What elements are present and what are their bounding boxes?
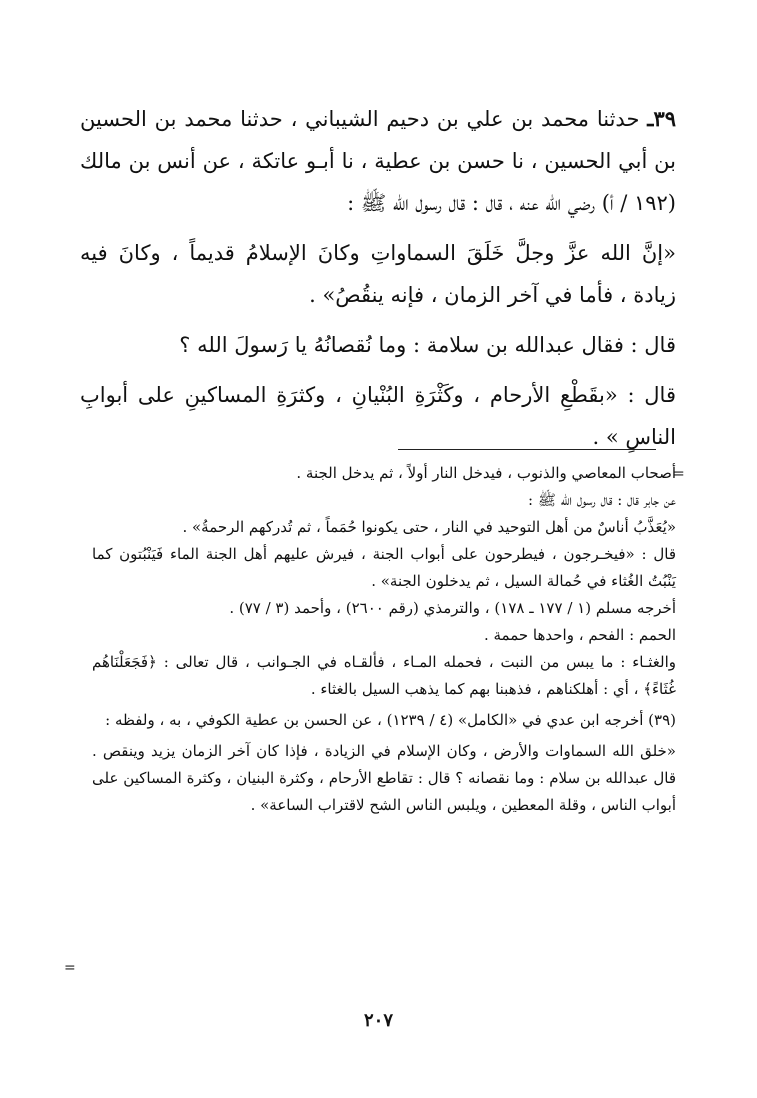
hadith-isnad-paragraph (80, 98, 676, 224)
footnotes-block (92, 460, 676, 819)
footnote-separator (398, 449, 656, 450)
footnote-line: والغثـاء : ما يبس من النبت ، فحمله المـاء ، فألقـاه في الجـوانب ، قال تعالى : ﴿فَجَعَلْنَاهُم غُثَاءً﴾ ، أي : أهلكناهم ، فذهبنا بهم كما يذهب السيل بالغثاء . (92, 653, 676, 698)
footnote-line: أصحاب المعاصي والذنوب ، فيدخل النار أولاً ، ثم يدخل الجنة . (296, 464, 676, 482)
footnote-line: قال : «فيخـرجون ، فيطرحون على أبواب الجنة ، فيرش عليهم أهل الجنة الماء فَيَنْبُتون كما يَنْبُتُ الغُثاء في حُمالة السيل ، ثم يدخلون الجنة» . (92, 545, 676, 590)
footnote-39-text: «خلق الله السماوات والأرض ، وكان الإسلام في الزيادة ، فإذا كان آخر الزمان يزيد وينقص . قال عبدالله بن سلام : وما نقصانه ؟ قال : تقاطع الأرحام ، وكثرة البنيان ، وكثرة المساكين على أبواب الناس ، وقلة المعطين ، ويلبس الناس الشح لاقتراب الساعة» . (92, 742, 676, 814)
footnote-line: «يُعَذَّبُ أناسٌ من أهل التوحيد في النار ، حتى يكونوا حُمَماً ، ثم تُدركهم الرحمةُ» . (182, 518, 676, 536)
hadith-matn-1: «إنَّ الله عزَّ وجلَّ خَلَقَ السماواتِ وكانَ الإسلامُ قديماً ، وكانَ فيه زيادة ، فأما في آخر الزمان ، فإنه ينقُصُ» . (80, 241, 676, 307)
hadith-isnad: حدثنا محمد بن علي بن دحيم الشيباني ، حدثنا محمد بن الحسين بن أبي الحسين ، نا حسن بن عطية ، نا أبـو عاتكة ، عن أنس بن مالك (١٩٢ / أ) رضي الله عنه ، قال : قال رسول الله ﷺ : (80, 107, 676, 215)
hadith-matn-3: قال : «بقَطْعِ الأرحام ، وكَثْرَةِ البُنْيانِ ، وكثرَةِ المساكينِ على أبوابِ الناسِ » . (80, 383, 676, 449)
footnote-39: (٣٩) أخرجه ابن عدي في «الكامل» (٤ / ١٢٣٩) ، عن الحسن بن عطية الكوفي ، به ، ولفظه : (105, 711, 676, 729)
footnote-line: الحمم : الفحم ، واحدها حممة . (483, 626, 676, 644)
footnote-line: أخرجه مسلم (١ / ١٧٧ ـ ١٧٨) ، والترمذي (رقم ٢٦٠٠) ، وأحمد (٣ / ٧٧) . (229, 599, 676, 617)
hadith-matn-2: قال : فقال عبدالله بن سلامة : وما نُقصانُهُ يا رَسولَ الله ؟ (179, 333, 676, 357)
page-number: ٢٠٧ (363, 1010, 393, 1031)
main-text-block (80, 98, 676, 458)
hadith-number: ٣٩ـ (647, 106, 676, 131)
footnote-line: عن جابر قال : قال رسول الله ﷺ : (528, 491, 676, 509)
footnote-continuation-mark-bottom: = (64, 960, 76, 976)
footnote-continuation-mark-top: = (673, 466, 685, 482)
